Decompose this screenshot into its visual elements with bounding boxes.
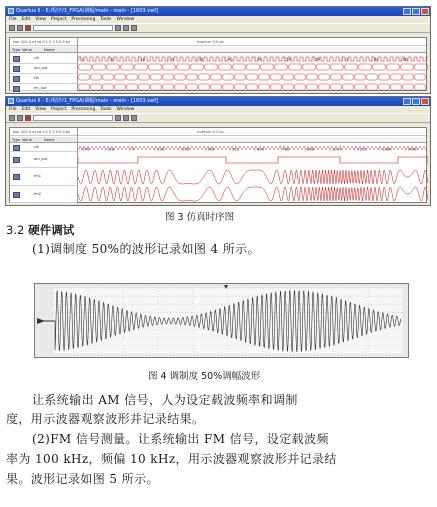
signal-row[interactable] (10, 64, 77, 74)
bus-value-cell (198, 84, 210, 90)
section-number: 3.2 (6, 223, 25, 237)
bus-value-cell (306, 84, 318, 90)
waveform-view-bottom (78, 144, 428, 203)
bus-value-cell (390, 84, 402, 90)
bus-value-cell (358, 64, 372, 70)
bus-value-cell (78, 84, 90, 90)
ruler-tick-label: 1408 (407, 146, 417, 152)
signal-row[interactable] (10, 152, 77, 168)
signal-name: fm_out (34, 86, 47, 90)
fm1-wave (78, 170, 428, 184)
ruler-tick-label: 0 (82, 56, 85, 62)
bus-value-cell (138, 84, 150, 90)
bus-value-cell (222, 84, 234, 90)
quartus-app-icon (8, 98, 14, 104)
new-file-icon[interactable] (9, 25, 15, 31)
simulate-icon[interactable] (123, 25, 129, 31)
bus-value-cell (78, 64, 92, 70)
toolbar (6, 23, 430, 33)
bus-value-cell (414, 74, 426, 80)
ruler-tick-label: 8 (111, 56, 114, 62)
output-pin-icon (13, 174, 20, 180)
bus-value-cell (354, 74, 366, 80)
bus-value-cell (162, 74, 174, 80)
output-pin-icon (13, 66, 20, 72)
bus-value-cell (92, 64, 106, 70)
menu-tools[interactable]: Tools (100, 17, 112, 22)
col-name: Name (44, 48, 55, 52)
bus-value-cell (402, 74, 414, 80)
waveform-editor-top (9, 37, 427, 91)
minimize-button[interactable] (403, 8, 411, 15)
waveform-editor-bottom (9, 127, 427, 203)
output-pin-icon (13, 86, 20, 92)
menu-project[interactable]: Project (50, 17, 67, 22)
settings-icon[interactable] (131, 115, 137, 121)
open-file-icon[interactable] (17, 115, 23, 121)
ruler-tick-label: 1280 (382, 146, 392, 152)
bus-value-cell (378, 74, 390, 80)
ruler-tick-label: 640 (257, 146, 265, 152)
waveform-view-top (78, 54, 428, 91)
bus-value-cell (282, 74, 294, 80)
bus-value-cell (246, 74, 258, 80)
bus-value-cell (114, 74, 126, 80)
bus-value-cell (106, 64, 120, 70)
bus-value-cell (150, 84, 162, 90)
signal-name: clk (34, 145, 40, 149)
bus-value-cell (354, 84, 366, 90)
ruler-tick-label: 64 (315, 56, 321, 62)
bus-value-cell (366, 74, 378, 80)
bus-value-cell (282, 84, 294, 90)
bus-value-cell (342, 84, 354, 90)
menu-file[interactable]: File (9, 107, 17, 112)
input-pin-icon (13, 56, 20, 62)
bus-value-cell (148, 64, 162, 70)
bus-value-cell (78, 74, 90, 80)
time-ruler (78, 137, 426, 152)
window-controls (403, 98, 429, 105)
signal-row[interactable] (10, 168, 77, 186)
signal-name: fm1 (34, 174, 42, 178)
bus-value-cell (330, 64, 344, 70)
ruler-tick-label: 72 (344, 56, 350, 62)
ruler-tick-label: 512 (232, 146, 240, 152)
bus-value-cell (330, 74, 342, 80)
maximize-button[interactable] (412, 98, 420, 105)
menu-project[interactable]: Project (50, 107, 67, 112)
ruler-tick-label: 40 (227, 56, 233, 62)
signal-row[interactable] (10, 74, 77, 84)
paragraph-3-line-1: (2)FM 信号测量。让系统输出 FM 信号，设定载波频 (32, 432, 329, 446)
bus-value-cell (306, 74, 318, 80)
compile-icon[interactable] (115, 25, 121, 31)
bus-value-cell (186, 84, 198, 90)
bus-value-cell (258, 74, 270, 80)
signal-row[interactable] (10, 144, 77, 152)
bus-value-cell (294, 74, 306, 80)
bus-value-cell (138, 74, 150, 80)
ruler-tick-label: 48 (257, 56, 262, 62)
bus-value-cell (90, 74, 102, 80)
fm2-wave (78, 187, 428, 201)
ruler-tick-label: 24 (169, 56, 175, 62)
menu-edit[interactable]: Edit (21, 107, 31, 112)
input-pin-icon (13, 145, 20, 151)
ruler-tick-label: 384 (207, 146, 215, 152)
bus-value-cell (126, 74, 138, 80)
simulate-icon[interactable] (123, 115, 129, 121)
bus-value-cell (174, 84, 186, 90)
bus-value-cell (162, 64, 176, 70)
output-pin-icon (13, 192, 20, 198)
am-out-wave (78, 157, 428, 163)
title-bar (6, 97, 430, 106)
menu-processing[interactable]: Processing (71, 17, 96, 22)
signal-row[interactable] (10, 84, 77, 91)
bus-value-cell (234, 84, 246, 90)
col-value: Value (22, 138, 32, 142)
sim-info-left: top: 201.0 ns ps 0 1 0 1 0 0.0 ps (13, 130, 70, 134)
bus-value-cell (102, 84, 114, 90)
bus-value-cell (222, 74, 234, 80)
bus-value-cell (246, 84, 258, 90)
window-title: Quartus II - E:/程序/1_FPGA/调幅/main - main - [1603.vwf] (16, 98, 158, 104)
ruler-tick-label: 88 (402, 56, 408, 62)
menu-edit[interactable]: Edit (21, 17, 31, 22)
bus-value-cell (316, 64, 330, 70)
bus-value-cell (288, 64, 302, 70)
output-pin-icon (13, 157, 20, 163)
bus-value-cell (274, 64, 288, 70)
ruler-tick-label: 56 (286, 56, 292, 62)
col-type: Type (12, 138, 21, 142)
bus-value-cell (90, 84, 102, 90)
bus-value-cell (186, 74, 198, 80)
menu-processing[interactable]: Processing (71, 107, 96, 112)
time-ruler (78, 47, 426, 62)
bus-value-cell (386, 64, 400, 70)
sim-info-bar (10, 38, 426, 46)
menu-window[interactable]: Window (116, 107, 135, 112)
signal-row[interactable] (10, 186, 77, 203)
bus-value-cell (366, 84, 378, 90)
col-name: Name (44, 138, 55, 142)
menu-tools[interactable]: Tools (100, 107, 112, 112)
bus-value-cell (330, 84, 342, 90)
save-icon[interactable] (25, 25, 31, 31)
col-type: Type (12, 48, 21, 52)
am-waveform-plot (35, 284, 408, 357)
sim-info-left: top: 201.0 ns ps 0 1 0 1 0 0.0 ps (13, 40, 70, 44)
menu-view[interactable]: View (35, 17, 46, 22)
output-pin-icon (13, 76, 20, 82)
ruler-tick-label: 1024 (332, 146, 342, 152)
menu-bar (6, 16, 430, 23)
clk-wave (78, 57, 428, 61)
signal-name: fm2 (34, 192, 42, 196)
clk-wave (78, 146, 426, 150)
bus-value-cell (210, 84, 222, 90)
bus-value-cell (260, 64, 274, 70)
bus-value-cell (302, 64, 316, 70)
compile-icon[interactable] (115, 115, 121, 121)
bus-value-cell (342, 74, 354, 80)
bus-value-cell (176, 64, 190, 70)
figure4-caption: 图 4 调制度 50%调幅波形 (148, 371, 261, 382)
bus-value-cell (150, 74, 162, 80)
maximize-button[interactable] (412, 8, 420, 15)
toolbar (6, 113, 430, 123)
bus-value-cell (270, 84, 282, 90)
ruler-tick-label: 128 (157, 146, 165, 152)
bus-value-cell (134, 64, 148, 70)
save-icon[interactable] (25, 115, 31, 121)
menu-bar (6, 106, 430, 113)
bus-value-cell (294, 84, 306, 90)
ruler-tick-label: 0 (132, 146, 135, 152)
bus-value-cell (190, 64, 204, 70)
paragraph-3-line-3: 果。波形记录如图 5 所示。 (6, 472, 159, 486)
quartus-window-top (5, 6, 431, 94)
menu-window[interactable]: Window (116, 17, 135, 22)
close-button[interactable] (421, 98, 429, 105)
section-title: 硬件调试 (28, 223, 75, 237)
oscilloscope-screen (34, 283, 409, 358)
ruler-tick-label: 768 (282, 146, 290, 152)
paragraph-3-line-2: 率为 100 kHz，频偏 10 kHz，用示波器观察波形并记录结 (6, 452, 337, 466)
bus-value-cell (400, 64, 414, 70)
bus-value-cell (258, 84, 270, 90)
settings-icon[interactable] (131, 25, 137, 31)
close-button[interactable] (421, 8, 429, 15)
window-controls (403, 8, 429, 15)
paragraph-2-line-2: 度，用示波器观察波形并记录结果。 (6, 412, 205, 426)
ruler-tick-label: 256 (82, 146, 90, 152)
col-value: Value (22, 48, 32, 52)
menu-file[interactable]: File (9, 17, 17, 22)
bus-value-cell (318, 74, 330, 80)
bus-value-cell (126, 84, 138, 90)
menu-view[interactable]: View (35, 107, 46, 112)
ruler-tick-label: 128 (107, 146, 115, 152)
sim-info-interval: Interval: 0.0 ps (197, 40, 224, 44)
bus-value-cell (390, 74, 402, 80)
quartus-window-bottom (5, 96, 431, 206)
bus-value-cell (114, 84, 126, 90)
bus-value-cell (414, 64, 428, 70)
ruler-tick-label: 1152 (357, 146, 367, 152)
bus-value-cell (402, 84, 414, 90)
bus-value-cell (120, 64, 134, 70)
bus-value-cell (234, 74, 246, 80)
ruler-tick-label: 32 (198, 56, 204, 62)
sim-info-bar (10, 128, 426, 136)
signal-row[interactable] (10, 54, 77, 64)
bus-value-cell (270, 74, 282, 80)
new-file-icon[interactable] (9, 115, 15, 121)
window-title: Quartus II - E:/程序/1_FPGA/调幅/main - main - [1603.vwf] (16, 8, 158, 14)
bus-value-cell (198, 74, 210, 80)
bus-value-cell (218, 64, 232, 70)
bus-value-cell (378, 84, 390, 90)
title-bar (6, 7, 430, 16)
ruler-tick-label: 16 (140, 56, 146, 62)
signal-name: am_out (34, 157, 48, 161)
minimize-button[interactable] (403, 98, 411, 105)
signal-name: clk (34, 56, 40, 60)
signal-name: fsk (34, 76, 40, 80)
section-heading (6, 222, 74, 238)
bus-value-cell (174, 74, 186, 80)
ruler-tick-label: 256 (182, 146, 190, 152)
paragraph-1: (1)调制度 50%的波形记录如图 4 所示。 (32, 242, 260, 256)
project-selector[interactable] (33, 25, 113, 31)
bus-value-cell (232, 64, 246, 70)
open-file-icon[interactable] (17, 25, 23, 31)
ruler-tick-label: 896 (307, 146, 315, 152)
bus-value-cell (204, 64, 218, 70)
signal-name: am_out (34, 66, 48, 70)
figure3-caption: 图 3 仿真时序图 (165, 212, 235, 223)
project-selector[interactable] (33, 115, 113, 121)
ruler-tick-label: 80 (373, 56, 379, 62)
bus-value-cell (246, 64, 260, 70)
bus-value-cell (102, 74, 114, 80)
bus-value-cell (344, 64, 358, 70)
bus-value-cell (162, 84, 174, 90)
bus-value-cell (210, 74, 222, 80)
sim-info-interval: Interval: 0.0 ps (197, 130, 224, 134)
quartus-app-icon (8, 8, 14, 14)
bus-value-cell (318, 84, 330, 90)
paragraph-2-line-1: 让系统输出 AM 信号，人为设定载波频率和调制 (32, 393, 298, 407)
bus-value-cell (414, 84, 426, 90)
bus-value-cell (372, 64, 386, 70)
